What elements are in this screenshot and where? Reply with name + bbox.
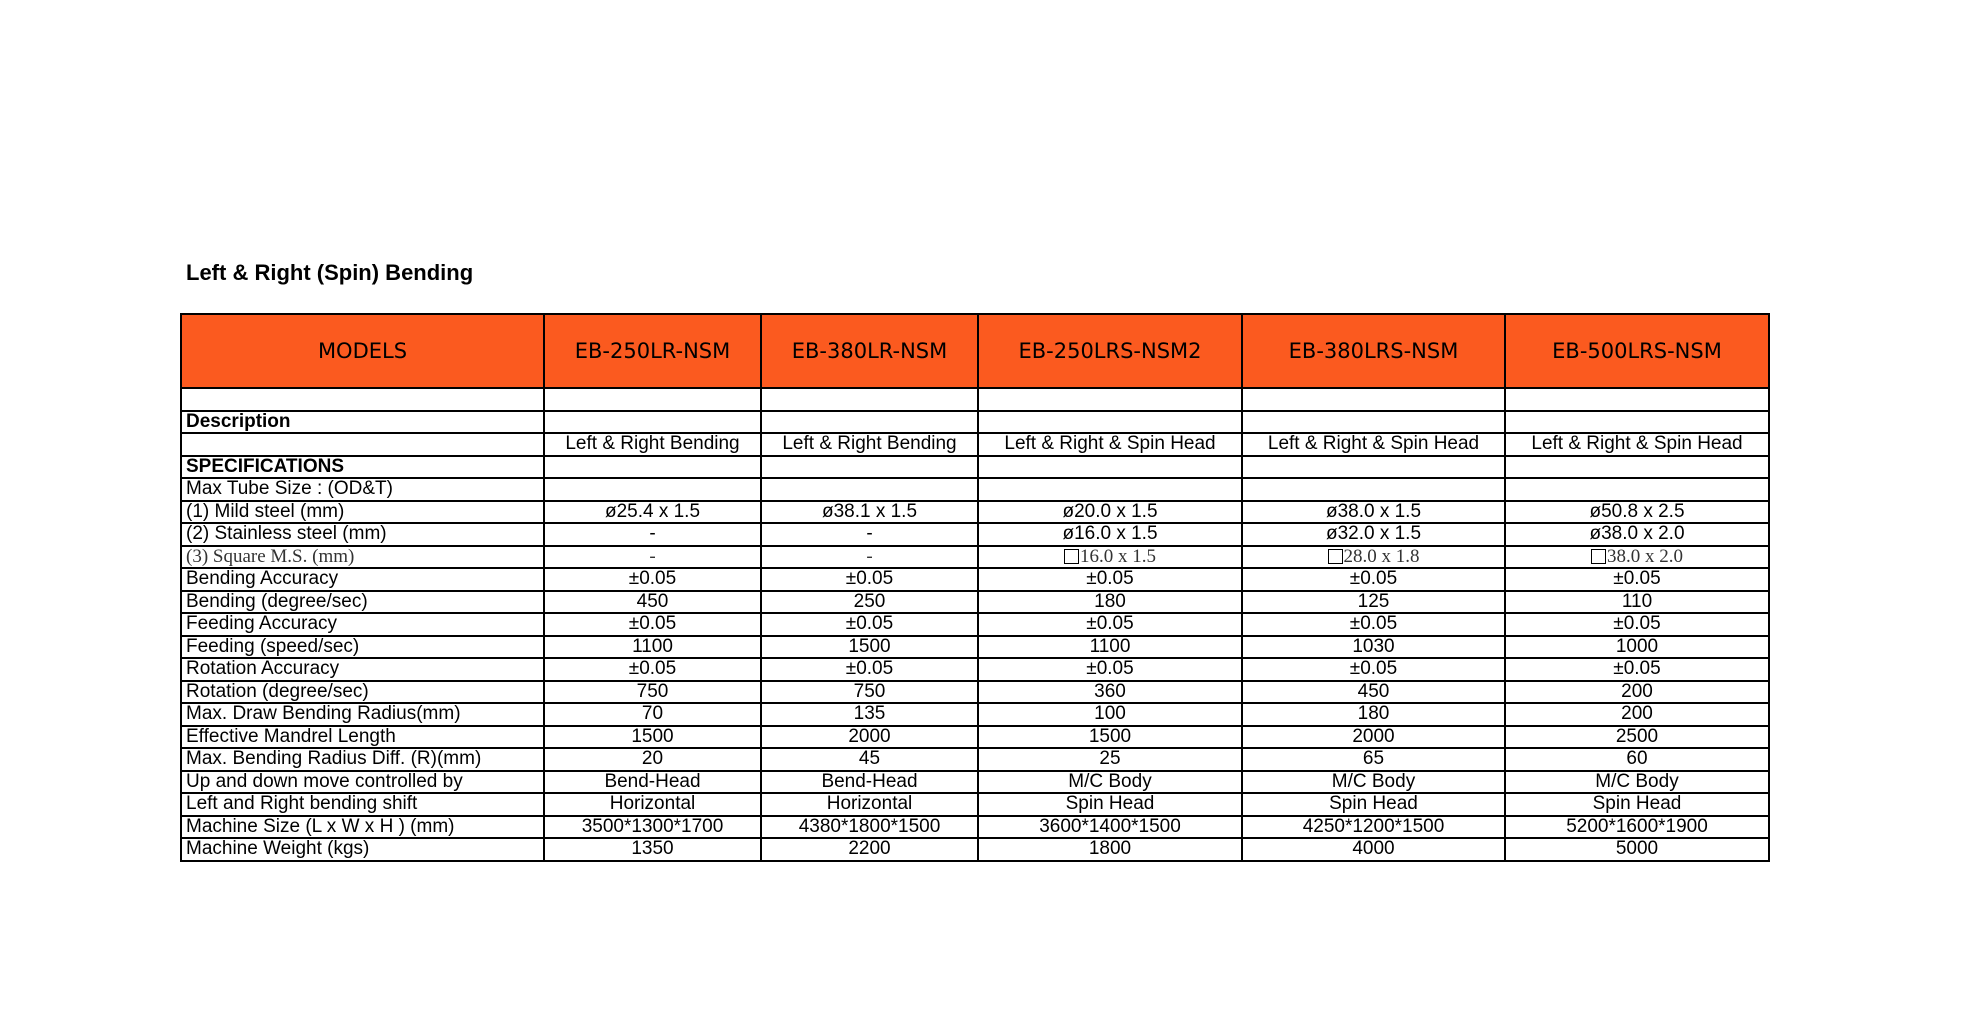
row-label: (1) Mild steel (mm) [181,501,544,524]
table-row [181,613,1769,636]
table-cell: 1500 [761,636,978,659]
table-cell: ø25.4 x 1.5 [544,501,761,524]
table-row [181,636,1769,659]
table-cell: ±0.05 [761,658,978,681]
table-cell: M/C Body [978,771,1242,794]
table-cell: M/C Body [1242,771,1505,794]
table-cell: - [544,546,761,569]
row-label: Feeding (speed/sec) [181,636,544,659]
page-title: Left & Right (Spin) Bending [186,260,474,285]
header-model: EB-380LRS-NSM [1242,314,1505,388]
table-cell: 1500 [544,726,761,749]
table-cell: 1030 [1242,636,1505,659]
table-cell [544,388,761,411]
table-header-row [181,314,1769,388]
table-cell [1242,388,1505,411]
row-label: Max. Draw Bending Radius(mm) [181,703,544,726]
table-cell [1242,411,1505,434]
table-cell: ±0.05 [1242,613,1505,636]
table-cell: Left & Right Bending [544,433,761,456]
table-cell: 4250*1200*1500 [1242,816,1505,839]
table-cell: 1350 [544,838,761,861]
table-cell [1242,546,1505,569]
table-cell: 2000 [761,726,978,749]
table-cell: ±0.05 [1505,658,1769,681]
table-row [181,748,1769,771]
table-cell: - [761,523,978,546]
table-cell: Horizontal [544,793,761,816]
table-cell: - [761,546,978,569]
table-cell: 135 [761,703,978,726]
table-cell: 1800 [978,838,1242,861]
table-row [181,771,1769,794]
row-label: Bending Accuracy [181,568,544,591]
table-cell: 1500 [978,726,1242,749]
row-label: SPECIFICATIONS [181,456,544,479]
table-cell: 250 [761,591,978,614]
table-cell: 2500 [1505,726,1769,749]
table-cell: 60 [1505,748,1769,771]
row-label [181,388,544,411]
table-cell: ±0.05 [1242,658,1505,681]
table-row [181,681,1769,704]
table-cell: 100 [978,703,1242,726]
row-label: Description [181,411,544,434]
table-cell [978,478,1242,501]
table-cell: 3500*1300*1700 [544,816,761,839]
table-cell: ±0.05 [544,568,761,591]
table-cell [1242,456,1505,479]
row-label [181,433,544,456]
table-cell [978,546,1242,569]
table-cell: 200 [1505,703,1769,726]
table-cell [761,388,978,411]
row-label: Left and Right bending shift [181,793,544,816]
table-cell [544,478,761,501]
table-row [181,703,1769,726]
row-label: Rotation Accuracy [181,658,544,681]
table-cell [761,456,978,479]
square-size-value: 16.0 x 1.5 [1080,545,1156,567]
square-section-icon [1064,549,1079,564]
table-cell [1242,478,1505,501]
table-cell [1505,411,1769,434]
table-cell: 5000 [1505,838,1769,861]
table-row [181,501,1769,524]
table-cell: 5200*1600*1900 [1505,816,1769,839]
table-cell: Bend-Head [761,771,978,794]
table-cell: 110 [1505,591,1769,614]
table-cell: 4000 [1242,838,1505,861]
table-cell: ø20.0 x 1.5 [978,501,1242,524]
table-cell: 2000 [1242,726,1505,749]
row-label: Max. Bending Radius Diff. (R)(mm) [181,748,544,771]
table-row [181,591,1769,614]
table-cell: M/C Body [1505,771,1769,794]
table-cell: ±0.05 [1505,568,1769,591]
table-cell: ø38.0 x 1.5 [1242,501,1505,524]
table-cell: Left & Right & Spin Head [1505,433,1769,456]
table-cell [1505,546,1769,569]
table-cell [544,411,761,434]
table-cell: ±0.05 [761,613,978,636]
table-cell: 1100 [978,636,1242,659]
table-row [181,411,1769,434]
table-cell: ±0.05 [978,613,1242,636]
table-cell: ±0.05 [1505,613,1769,636]
table-cell: ø38.1 x 1.5 [761,501,978,524]
table-row [181,726,1769,749]
header-models: MODELS [181,314,544,388]
table-cell: 180 [1242,703,1505,726]
table-cell: Left & Right & Spin Head [978,433,1242,456]
table-cell: 65 [1242,748,1505,771]
table-cell: 1000 [1505,636,1769,659]
table-cell: 45 [761,748,978,771]
table-cell: ø50.8 x 2.5 [1505,501,1769,524]
row-label: Up and down move controlled by [181,771,544,794]
square-size-value: 28.0 x 1.8 [1343,545,1420,567]
table-cell: Left & Right & Spin Head [1242,433,1505,456]
table-cell: 360 [978,681,1242,704]
table-cell [761,478,978,501]
table-row [181,433,1769,456]
square-size-value: 38.0 x 2.0 [1607,545,1683,567]
table-cell: ø16.0 x 1.5 [978,523,1242,546]
table-cell [978,411,1242,434]
table-cell: Spin Head [978,793,1242,816]
row-label: Max Tube Size : (OD&T) [181,478,544,501]
row-label: Effective Mandrel Length [181,726,544,749]
table-cell: ±0.05 [1242,568,1505,591]
table-row [181,478,1769,501]
table-row [181,523,1769,546]
table-cell: Spin Head [1242,793,1505,816]
table-cell: 750 [761,681,978,704]
table-row [181,456,1769,479]
table-cell: Spin Head [1505,793,1769,816]
table-cell [1505,478,1769,501]
table-cell [1505,456,1769,479]
row-label: Rotation (degree/sec) [181,681,544,704]
table-cell: Horizontal [761,793,978,816]
row-label: (3) Square M.S. (mm) [181,546,544,569]
table-cell: 450 [544,591,761,614]
table-cell: ±0.05 [978,568,1242,591]
spec-table [180,313,1770,862]
header-model: EB-380LR-NSM [761,314,978,388]
table-cell: 25 [978,748,1242,771]
table-cell: 3600*1400*1500 [978,816,1242,839]
table-row [181,658,1769,681]
table-cell [544,456,761,479]
table-row [181,793,1769,816]
table-cell: - [544,523,761,546]
table-cell [1505,388,1769,411]
row-label: Machine Weight (kgs) [181,838,544,861]
table-cell: ±0.05 [544,658,761,681]
square-section-icon [1591,549,1606,564]
table-row [181,546,1769,569]
header-model: EB-500LRS-NSM [1505,314,1769,388]
table-cell: 125 [1242,591,1505,614]
table-cell: 750 [544,681,761,704]
table-cell: 200 [1505,681,1769,704]
table-cell: 1100 [544,636,761,659]
row-label: Feeding Accuracy [181,613,544,636]
table-cell: 20 [544,748,761,771]
table-cell: 450 [1242,681,1505,704]
table-cell: 4380*1800*1500 [761,816,978,839]
row-label: Machine Size (L x W x H ) (mm) [181,816,544,839]
table-row [181,388,1769,411]
table-row [181,568,1769,591]
table-row [181,816,1769,839]
table-cell: Left & Right Bending [761,433,978,456]
square-section-icon [1328,549,1343,564]
table-cell [978,456,1242,479]
table-cell: ±0.05 [978,658,1242,681]
row-label: (2) Stainless steel (mm) [181,523,544,546]
table-cell: 180 [978,591,1242,614]
table-cell [761,411,978,434]
table-cell: 2200 [761,838,978,861]
table-cell: ø32.0 x 1.5 [1242,523,1505,546]
table-cell: ø38.0 x 2.0 [1505,523,1769,546]
table-cell: ±0.05 [544,613,761,636]
header-model: EB-250LR-NSM [544,314,761,388]
table-cell [978,388,1242,411]
table-cell: ±0.05 [761,568,978,591]
table-row [181,838,1769,861]
header-model: EB-250LRS-NSM2 [978,314,1242,388]
table-cell: 70 [544,703,761,726]
row-label: Bending (degree/sec) [181,591,544,614]
table-cell: Bend-Head [544,771,761,794]
